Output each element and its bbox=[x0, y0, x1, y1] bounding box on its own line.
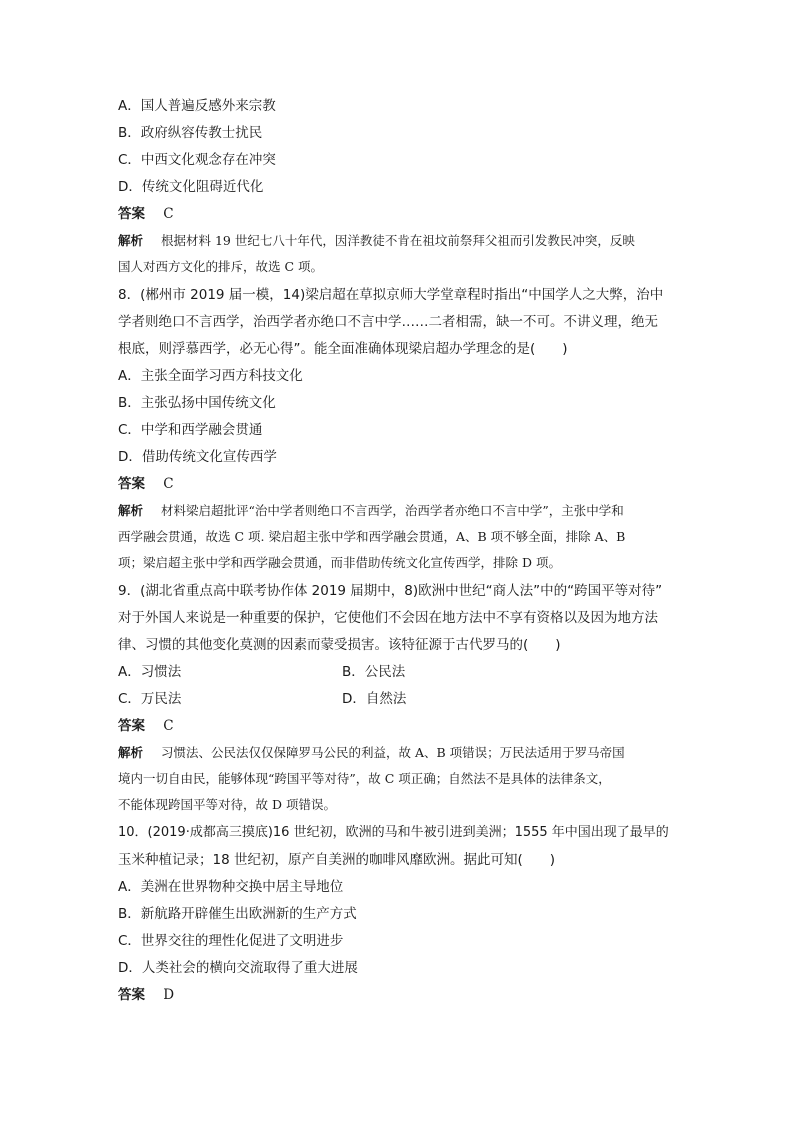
q9-analysis-line-2: 境内一切自由民，能够体现“跨国平等对待”，故 C 项正确；自然法不是具体的法律条文， bbox=[118, 771, 611, 786]
q9-stem-line-2: 对于外国人来说是一种重要的保护，它使他们不会因在地方法中不享有资格以及因为地方法 bbox=[118, 610, 658, 626]
q8-analysis-line-2: 西学融会贯通，故选 C 项. 梁启超主张中学和西学融会贯通，A、B 项不够全面，排除 A、B bbox=[118, 529, 626, 544]
q8-answer-value: C bbox=[163, 476, 174, 492]
q9-answer-label: 答案 bbox=[118, 718, 145, 734]
q7-option-a: A．国人普遍反感外来宗教 bbox=[118, 98, 276, 114]
q7-analysis-line-1: 根据材料 19 世纪七八十年代，因洋教徒不肯在祖坟前祭拜父祖而引发教民冲突，反映 bbox=[161, 233, 635, 248]
q7-option-b: B．政府纵容传教士扰民 bbox=[118, 125, 263, 141]
q10-stem-line-2: 玉米种植记录；18 世纪初，原产自美洲的咖啡风靡欧洲。据此可知( ) bbox=[118, 852, 556, 868]
q10-option-c: C．世界交往的理性化促进了文明进步 bbox=[118, 933, 344, 949]
q8-answer-label: 答案 bbox=[118, 476, 145, 492]
q9-stem-line-3: 律、习惯的其他变化莫测的因素而蒙受损害。该特征源于古代罗马的( ) bbox=[118, 637, 561, 653]
q8-stem-line-3: 根底，则浮慕西学，必无心得”。能全面准确体现梁启超办学理念的是( ) bbox=[118, 341, 568, 357]
q8-stem-line-2: 学者则绝口不言西学，治西学者亦绝口不言中学……二者相需，缺一不可。不讲义理，绝无 bbox=[118, 314, 658, 330]
q8-stem-line-1: 8．(郴州市 2019 届一模，14)梁启超在草拟京师大学堂章程时指出“中国学人之大弊，治中 bbox=[118, 287, 664, 303]
q9-analysis-line-1: 习惯法、公民法仅仅保障罗马公民的利益，故 A、B 项错误；万民法适用于罗马帝国 bbox=[161, 745, 625, 760]
q7-answer bbox=[118, 204, 174, 224]
q9-analysis-label: 解析 bbox=[118, 745, 144, 760]
q9-option-d: D．自然法 bbox=[342, 691, 407, 707]
q10-stem-line-1: 10．(2019·成都高三摸底)16 世纪初，欧洲的马和牛被引进到美洲；1555 年中国出现了最早的 bbox=[118, 825, 669, 840]
q10-option-a: A．美洲在世界物种交换中居主导地位 bbox=[118, 879, 344, 895]
q7-analysis-label: 解析 bbox=[118, 233, 144, 248]
q10-answer bbox=[118, 985, 174, 1005]
q9-option-b: B．公民法 bbox=[342, 664, 406, 680]
q9-stem-line-1: 9．(湖北省重点高中联考协作体 2019 届期中，8)欧洲中世纪“商人法”中的“跨国平等对待” bbox=[118, 583, 663, 599]
q7-analysis bbox=[118, 231, 635, 251]
q10-option-b: B．新航路开辟催生出欧洲新的生产方式 bbox=[118, 906, 357, 922]
q10-answer-label: 答案 bbox=[118, 987, 145, 1003]
q10-answer-value: D bbox=[163, 987, 175, 1003]
q8-option-d: D．借助传统文化宣传西学 bbox=[118, 449, 277, 465]
q8-answer bbox=[118, 474, 174, 494]
q8-analysis-line-1: 材料梁启超批评“治中学者则绝口不言西学，治西学者亦绝口不言中学”，主张中学和 bbox=[161, 503, 624, 518]
q7-option-c: C．中西文化观念存在冲突 bbox=[118, 152, 276, 168]
q7-analysis-line-2: 国人对西方文化的排斥，故选 C 项。 bbox=[118, 259, 324, 274]
q8-analysis-label: 解析 bbox=[118, 503, 144, 518]
q8-analysis bbox=[118, 501, 624, 521]
q8-option-b: B．主张弘扬中国传统文化 bbox=[118, 395, 276, 411]
q7-answer-value: C bbox=[163, 206, 174, 222]
q8-analysis-line-3: 项；梁启超主张中学和西学融会贯通，而非借助传统文化宣传西学，排除 D 项。 bbox=[118, 555, 561, 570]
q7-option-d: D．传统文化阻碍近代化 bbox=[118, 179, 264, 195]
q9-answer bbox=[118, 716, 174, 736]
q9-option-a: A．习惯法 bbox=[118, 664, 182, 680]
q7-answer-label: 答案 bbox=[118, 206, 145, 222]
q9-option-c: C．万民法 bbox=[118, 691, 182, 707]
q9-answer-value: C bbox=[163, 718, 174, 734]
q8-option-c: C．中学和西学融会贯通 bbox=[118, 422, 263, 438]
q9-analysis bbox=[118, 743, 625, 763]
q8-option-a: A．主张全面学习西方科技文化 bbox=[118, 368, 303, 384]
q9-analysis-line-3: 不能体现跨国平等对待，故 D 项错误。 bbox=[118, 797, 336, 812]
q10-option-d: D．人类社会的横向交流取得了重大进展 bbox=[118, 960, 358, 976]
